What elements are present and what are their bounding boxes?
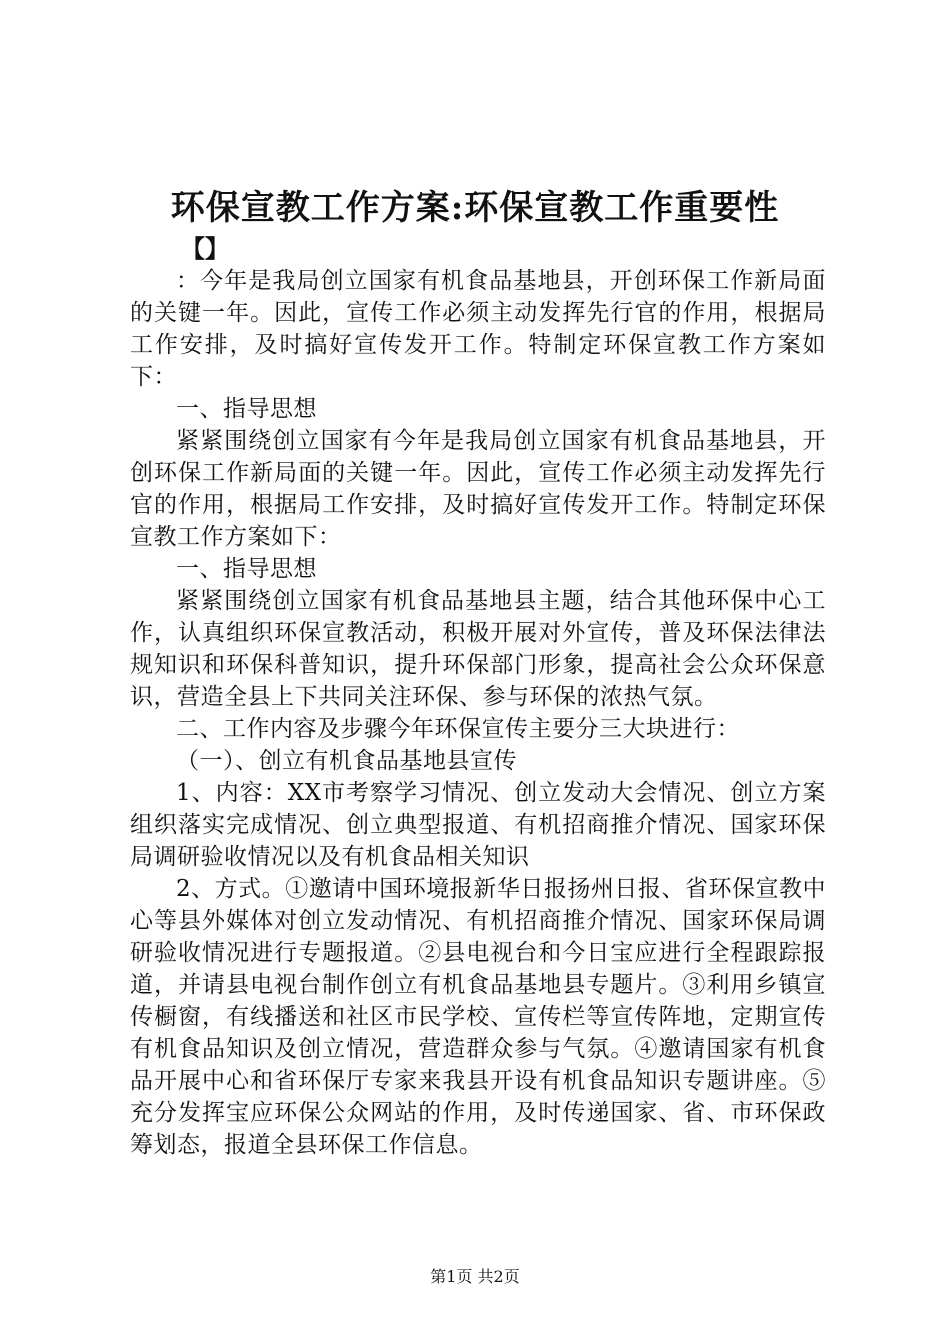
paragraph-intro: ：今年是我局创立国家有机食品基地县，开创环保工作新局面的关键一年。因此，宣传工作必须主动发挥先行官的作用，根据局工作安排，及时搞好宣传发开工作。特制定环保宣教工作方案如下： — [130, 268, 826, 390]
heading-guiding-thought: 一、指导思想 — [176, 396, 317, 422]
page-footer: 第1页 共2页 — [430, 1267, 520, 1286]
paragraph-guiding-thought-repeat: 紧紧围绕创立国家有今年是我局创立国家有机食品基地县，开创环保工作新局面的关键一年。因此，宣传工作必须主动发挥先行官的作用，根据局工作安排，及时搞好宣传发开工作。特制定环保宣教工作方案如下： — [130, 428, 826, 550]
subheading-organic-food-base: （一）、创立有机食品基地县宣传 — [176, 748, 517, 774]
paragraph-guiding-thought-body: 紧紧围绕创立国家有机食品基地县主题，结合其他环保中心工作，认真组织环保宣教活动，积极开展对外宣传，普及环保法律法规知识和环保科普知识，提升环保部门形象，提高社会公众环保意识，营造全县上下共同关注环保、参与环保的浓热气氛。 — [130, 588, 826, 710]
document-body — [130, 265, 826, 1161]
title-bracket: 【】 — [181, 234, 229, 263]
document-title: 环保宣教工作方案:环保宣教工作重要性 — [170, 188, 780, 228]
heading-guiding-thought-2: 一、指导思想 — [176, 556, 317, 582]
paragraph-content-item: 1、内容：XX市考察学习情况、创立发动大会情况、创立方案组织落实完成情况、创立典型报道、有机招商推介情况、国家环保局调研验收情况以及有机食品相关知识 — [130, 780, 826, 870]
paragraph-method-item: 2、方式。①邀请中国环境报新华日报扬州日报、省环保宣教中心等县外媒体对创立发动情况、有机招商推介情况、国家环保局调研验收情况进行专题报道。②县电视台和今日宝应进行全程跟踪报道，并请县电视台制作创立有机食品基地县专题片。③利用乡镇宣传橱窗，有线播送和社区市民学校、宣传栏等宣传阵地，定期宣传有机食品知识及创立情况，营造群众参与气氛。④邀请国家有机食品开展中心和省环保厅专家来我县开设有机食品知识专题讲座。⑤充分发挥宝应环保公众网站的作用，及时传递国家、省、市环保政筹划态，报道全县环保工作信息。 — [130, 876, 826, 1158]
heading-work-content: 二、工作内容及步骤今年环保宣传主要分三大块进行： — [176, 716, 740, 742]
